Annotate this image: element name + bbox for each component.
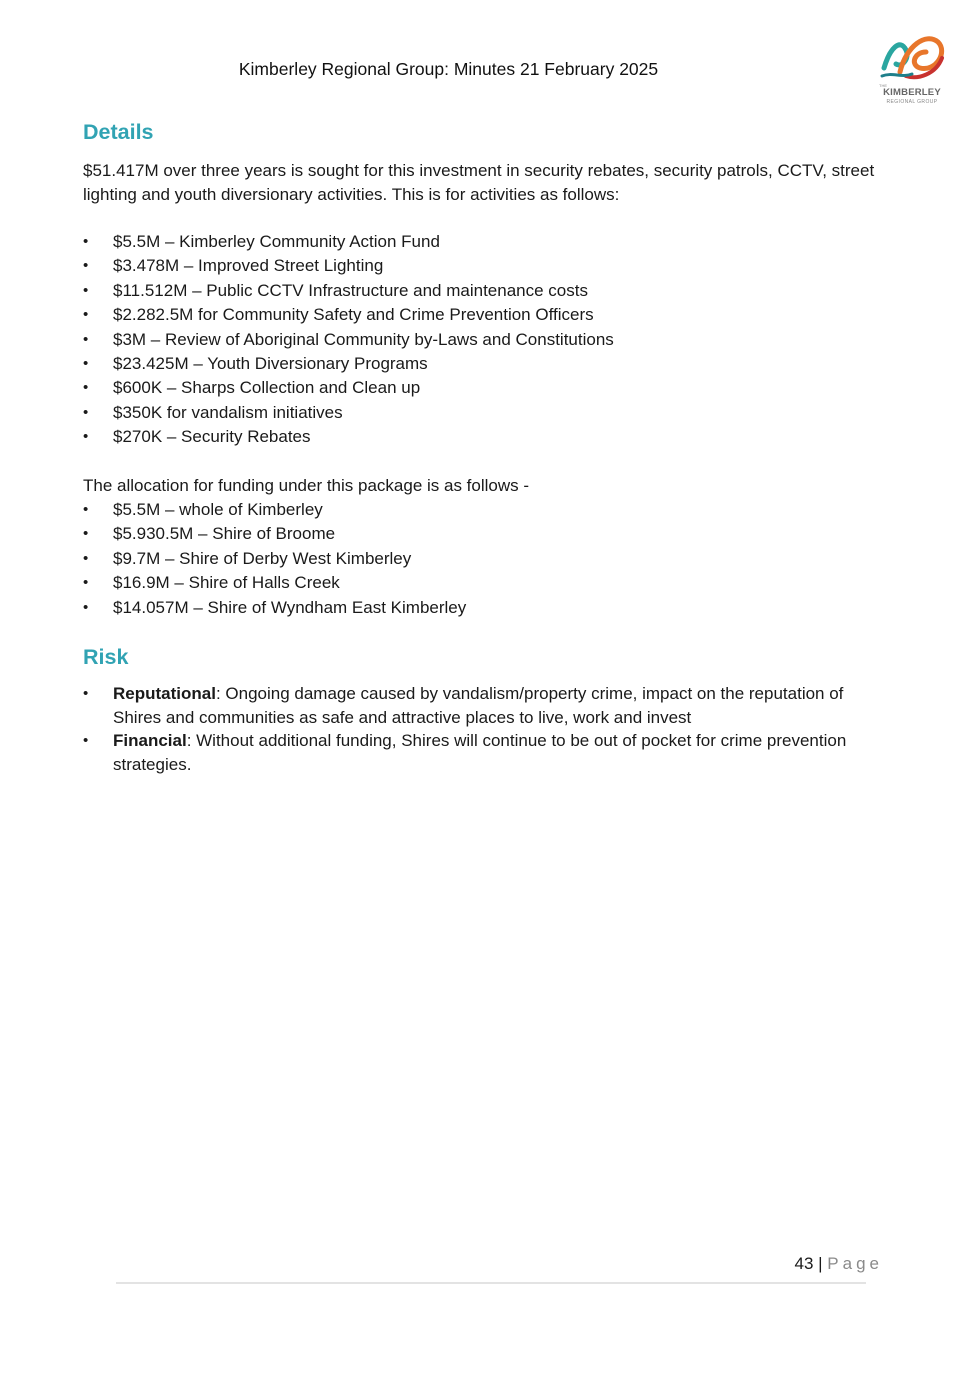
list-item: • $14.057M – Shire of Wyndham East Kimberley [83,596,895,620]
kimberley-logo [876,28,948,108]
list-item: • $5.5M – Kimberley Community Action Fund [83,230,895,254]
list-item: • $3.478M – Improved Street Lighting [83,254,895,278]
risk-heading: Risk [83,645,129,670]
risk-label: Reputational [113,684,216,704]
page-separator: | [818,1254,823,1273]
page-number-footer [794,1254,883,1274]
page-label: Page [827,1254,883,1273]
list-item: • $600K – Sharps Collection and Clean up [83,376,895,400]
list-item: • $270K – Security Rebates [83,425,895,449]
list-item: • $16.9M – Shire of Halls Creek [83,571,895,595]
risk-list [83,682,895,776]
list-item: • $350K for vandalism initiatives [83,401,895,425]
details-heading: Details [83,120,154,144]
page-content [83,117,895,776]
list-item: • $5.5M – whole of Kimberley [83,498,895,522]
list-item: • $2.282.5M for Community Safety and Crime Prevention Officers [83,303,895,327]
details-intro: $51.417M over three years is sought for this investment in security rebates, security patrols, CCTV, street lighting and youth diversionary activities. This is for activities as follows: [83,161,875,204]
list-item: • $9.7M – Shire of Derby West Kimberley [83,547,895,571]
risk-text: : Ongoing damage caused by vandalism/property crime, impact on the reputation of Shires and communities as safe and attractive places to live, work and invest [113,684,844,727]
risk-text: : Without additional funding, Shires will continue to be out of pocket for crime prevention strategies. [113,731,847,774]
header-title: Kimberley Regional Group: Minutes 21 February 2025 [238,59,659,79]
list-item: • $3M – Review of Aboriginal Community by-Laws and Constitutions [83,328,895,352]
risk-label: Financial [113,731,187,751]
activities-list [83,230,895,450]
logo-name-text: KIMBERLEY [883,87,941,98]
logo-sub-text: REGIONAL GROUP [886,99,938,105]
risk-item-financial [83,729,895,776]
allocation-list [83,498,895,620]
logo-the-text: THE [879,83,887,88]
list-item: • $11.512M – Public CCTV Infrastructure and maintenance costs [83,279,895,303]
list-item: • $23.425M – Youth Diversionary Programs [83,352,895,376]
risk-item-reputational [83,682,895,729]
footer-divider [116,1282,866,1284]
logo-swirl-icon [876,28,948,86]
list-item: • $5.930.5M – Shire of Broome [83,522,895,546]
allocation-intro: The allocation for funding under this package is as follows - [83,475,530,495]
page-number: 43 [794,1254,814,1273]
